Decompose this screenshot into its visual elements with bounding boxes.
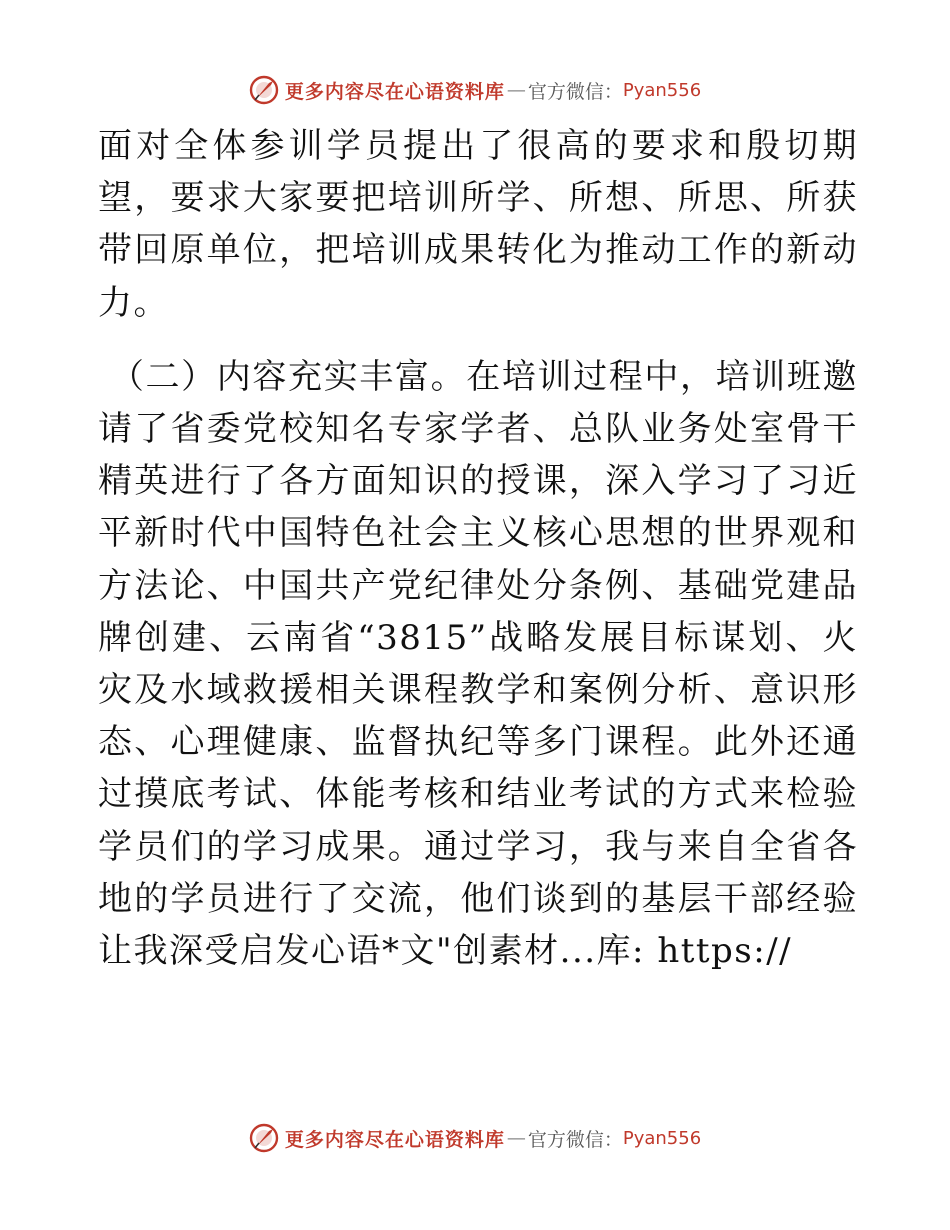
footer-wechat-id: Pyan556: [622, 1127, 702, 1149]
header-banner-separator: —: [506, 79, 526, 101]
document-body: [98, 120, 858, 977]
header-wechat-label: 官方微信：: [527, 80, 623, 103]
header-banner: [0, 70, 950, 110]
paragraph-1: 面对全体参训学员提出了很高的要求和殷切期望，要求大家要把培训所学、所想、所思、所获带回原单位，把培训成果转化为推动工作的新动力。: [98, 126, 858, 323]
header-banner-text: 更多内容尽在心语资料库: [284, 80, 505, 103]
footer-banner-separator: —: [506, 1127, 526, 1149]
footer-banner-text: 更多内容尽在心语资料库: [284, 1128, 505, 1151]
footer-wechat-label: 官方微信：: [527, 1128, 623, 1151]
header-wechat-id: Pyan556: [622, 79, 702, 101]
paragraph-2: （二）内容充实丰富。在培训过程中，培训班邀请了省委党校知名专家学者、总队业务处室骨干精英进行了各方面知识的授课，深入学习了习近平新时代中国特色社会主义核心思想的世界观和方法论、中国共产党纪律处分条例、基础党建品牌创建、云南省“3815”战略发展目标谋划、火灾及水域救援相关课程教学和案例分析、意识形态、心理健康、监督执纪等多门课程。此外还通过摸底考试、体能考核和结业考试的方式来检验学员们的学习成果。通过学习，我与来自全省各地的学员进行了交流，他们谈到的基层干部经验让我深受启发心语*文"创素材...库: https://: [98, 356, 858, 972]
quill-pen-logo-icon: [249, 1123, 279, 1153]
quill-pen-logo-icon: [249, 75, 279, 105]
footer-banner: [0, 1118, 950, 1158]
